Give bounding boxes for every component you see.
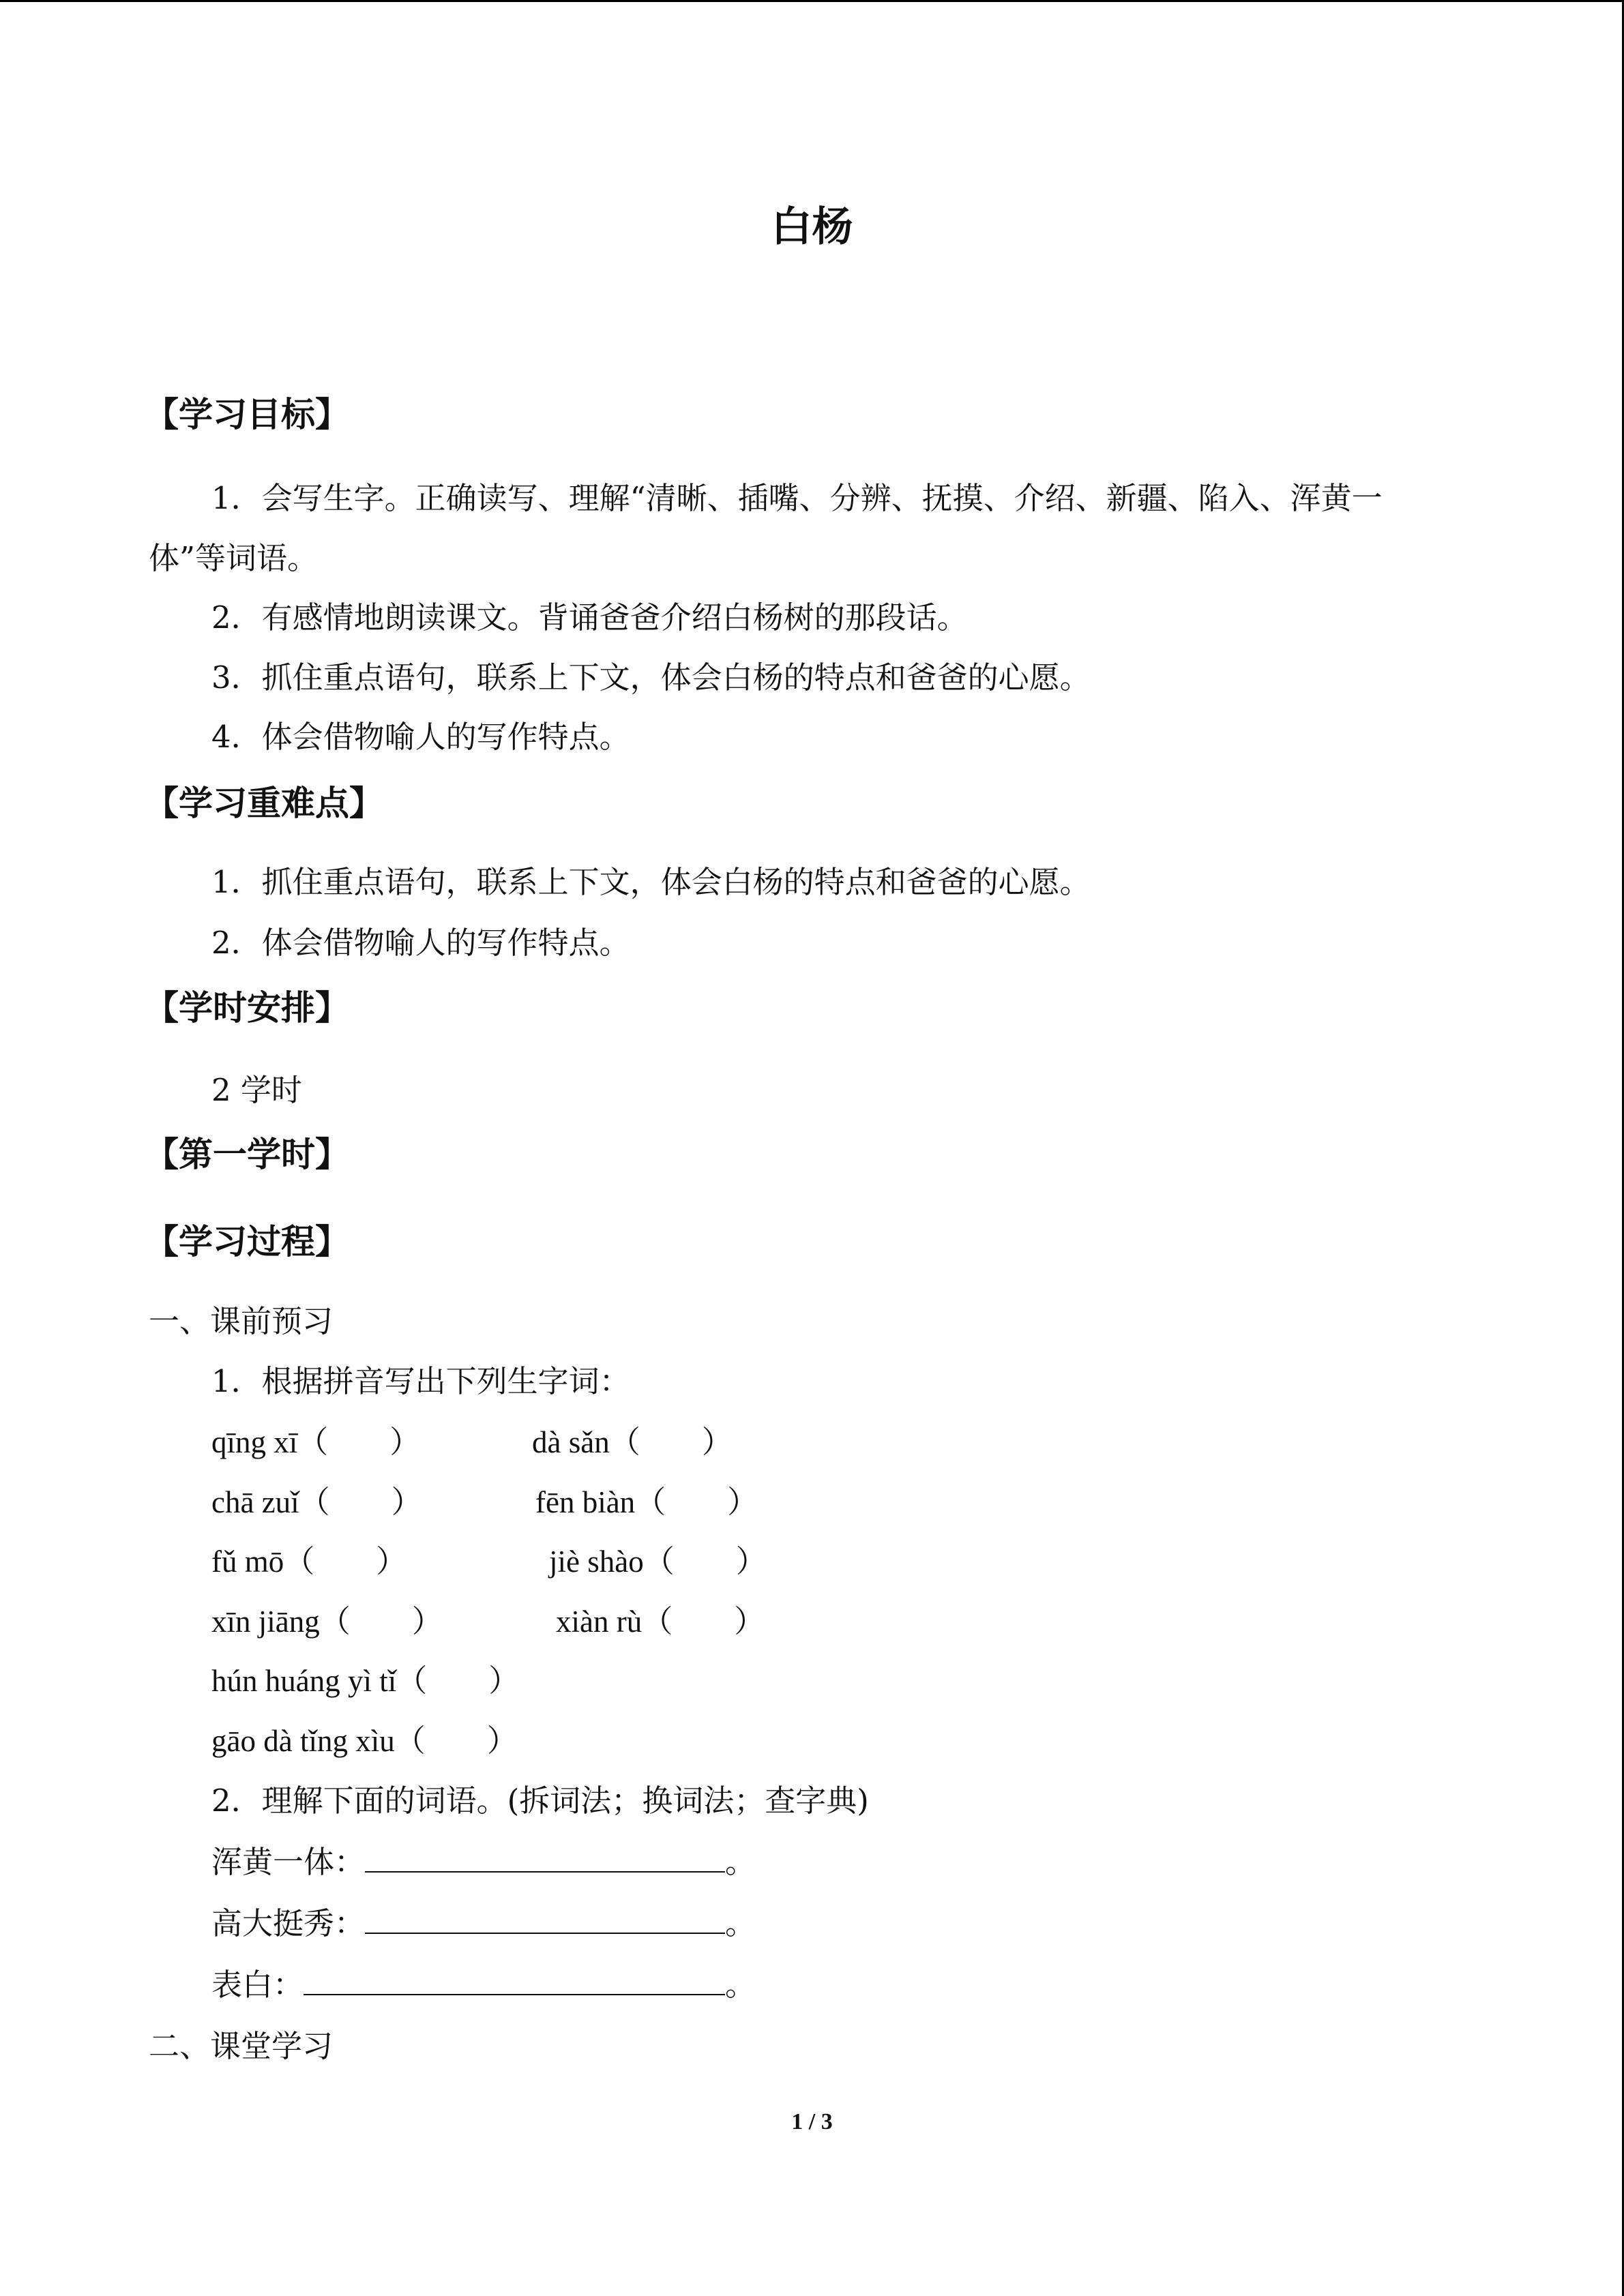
key-point-1: 1．抓住重点语句，联系上下文，体会白杨的特点和爸爸的心愿。: [211, 864, 1091, 900]
vocab-label: 表白：: [211, 1967, 304, 2003]
goal-line-4: 4．体会借物喻人的写作特点。: [211, 719, 630, 755]
section-preview: 一、课前预习: [149, 1303, 334, 1339]
answer-blank[interactable]: [365, 1908, 725, 1934]
vocab-label: 浑黄一体：: [211, 1844, 366, 1880]
pinyin-item: fēn biàn（ ）: [535, 1485, 758, 1519]
pinyin-item: fǔ mō（ ）: [211, 1545, 407, 1579]
answer-blank[interactable]: [304, 1969, 725, 1995]
section-class-study: 二、课堂学习: [149, 2028, 334, 2064]
key-point-2: 2．体会借物喻人的写作特点。: [211, 925, 630, 961]
goal-line-1-cont: 体”等词语。: [149, 540, 319, 576]
pinyin-item: jiè shào（ ）: [549, 1545, 767, 1579]
vocab-row: [211, 1844, 756, 1880]
goal-line-3: 3．抓住重点语句，联系上下文，体会白杨的特点和爸爸的心愿。: [211, 659, 1091, 696]
task-1: 1．根据拼音写出下列生字词：: [211, 1363, 630, 1399]
pinyin-item: qīng xī（ ）: [211, 1425, 421, 1459]
vocab-end: 。: [725, 1905, 756, 1941]
vocab-label: 高大挺秀：: [211, 1905, 366, 1941]
pinyin-item: dà sǎn（ ）: [532, 1425, 733, 1459]
vocab-row: [211, 1967, 756, 2003]
heading-key-points: 【学习重难点】: [145, 784, 383, 823]
vocab-row: [211, 1905, 756, 1941]
pinyin-item: chā zuǐ（ ）: [211, 1485, 422, 1519]
heading-first-period: 【第一学时】: [145, 1135, 349, 1174]
page-title: 白杨: [771, 203, 853, 251]
goal-line-2: 2．有感情地朗读课文。背诵爸爸介绍白杨树的那段话。: [211, 599, 968, 636]
schedule-text: 2 学时: [211, 1072, 302, 1108]
pinyin-item: xiàn rù（ ）: [556, 1605, 765, 1639]
pinyin-item: xīn jiāng（ ）: [211, 1605, 443, 1639]
task-2: 2．理解下面的词语。(拆词法；换词法；查字典): [211, 1783, 869, 1819]
answer-blank[interactable]: [365, 1847, 725, 1873]
goal-line-1: 1．会写生字。正确读写、理解“清晰、插嘴、分辨、抚摸、介绍、新疆、陷入、浑黄一: [211, 480, 1383, 516]
pinyin-item: gāo dà tǐng xìu（ ）: [211, 1724, 518, 1758]
pinyin-item: hún huáng yì tǐ（ ）: [211, 1664, 520, 1698]
heading-schedule: 【学时安排】: [145, 988, 349, 1028]
vocab-end: 。: [725, 1967, 756, 2003]
vocab-end: 。: [725, 1844, 756, 1880]
page-number: 1 / 3: [791, 2109, 833, 2134]
heading-goals: 【学习目标】: [145, 395, 349, 434]
heading-process: 【学习过程】: [145, 1222, 349, 1262]
